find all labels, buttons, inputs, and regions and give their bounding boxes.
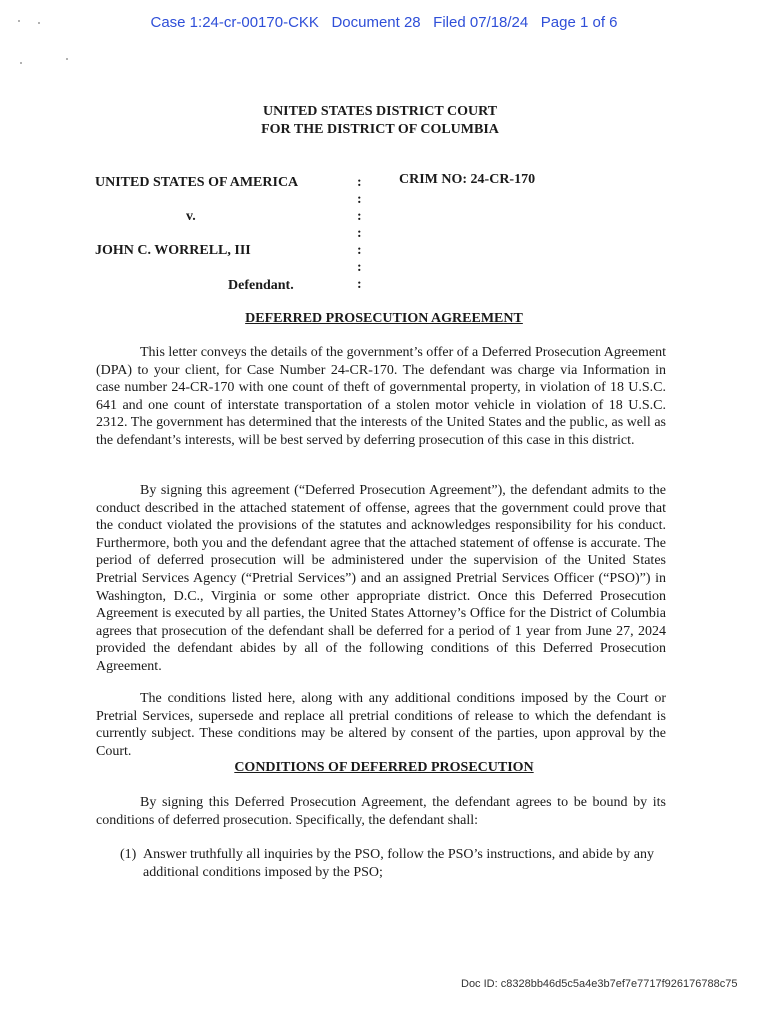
court-district: FOR THE DISTRICT OF COLUMBIA <box>261 122 499 137</box>
caption-colon: : <box>357 243 362 258</box>
filed-date: Filed 07/18/24 <box>433 14 529 31</box>
condition-item <box>120 846 666 882</box>
crim-number: CRIM NO: 24-CR-170 <box>399 172 536 187</box>
caption-colon: : <box>357 209 362 224</box>
scan-speck <box>20 62 22 64</box>
paragraph-intro: This letter conveys the details of the government’s offer of a Deferred Prosecution Agreement (DPA) to your client, for Case Number 24-CR-170. The defendant was charge via Information in case number 24-CR-170 with one count of theft of governmental property, in violation of 18 U.S.C. 641 and one count of interstate transportation of a stolen motor vehicle in violation of 18 U.S.C. 2312. The government has determined that the interests of the United States and the public, as well as the defendant’s interests, will be best served by deferring prosecution of this case in this district. <box>96 345 666 448</box>
page-number: Page 1 of 6 <box>540 14 618 31</box>
court-header <box>160 103 600 139</box>
scan-speck <box>66 58 68 60</box>
doc-id: Doc ID: c8328bb46d5c5a4e3b7ef7e7717f926176788c75 <box>461 978 738 990</box>
conditions-intro: By signing this Deferred Prosecution Agreement, the defendant agrees to be bound by its conditions of deferred prosecution. Specifically, the defendant shall: <box>96 795 666 828</box>
paragraph-agreement: By signing this agreement (“Deferred Prosecution Agreement”), the defendant admits to the conduct described in the attached statement of offense, agrees that the government could prove that the conduct violated the provisions of the statutes and acknowledges responsibility for his conduct. Furthermore, both you and the defendant agree that the attached statement of offense is accurate. The period of deferred prosecution will be administered under the supervision of the United States Pretrial Services Agency (“Pretrial Services”) and an assigned Pretrial Services Officer (“PSO)”) in Washington, D.C., Virginia or some other appropriate district. Once this Deferred Prosecution Agreement is executed by all parties, the United States Attorney’s Office for the District of Columbia agrees that prosecution of the defendant shall be deferred for a period of 1 year from June 27, 2024 provided the defendant abides by all of the following conditions of this Deferred Prosecution Agreement. <box>96 483 666 674</box>
caption-colon: : <box>357 277 362 292</box>
versus: v. <box>186 209 196 224</box>
caption-colon: : <box>357 192 362 207</box>
condition-number: (1) <box>120 847 137 862</box>
caption-colon: : <box>357 260 362 275</box>
caption-colon: : <box>357 226 362 241</box>
filing-stamp <box>0 14 768 31</box>
defendant-name: JOHN C. WORRELL, III <box>95 243 251 258</box>
court-name: UNITED STATES DISTRICT COURT <box>262 104 498 119</box>
condition-text: Answer truthfully all inquiries by the PSO, follow the PSO’s instructions, and abide by any additional conditions imposed by the PSO; <box>143 847 654 880</box>
plaintiff: UNITED STATES OF AMERICA <box>95 175 299 190</box>
document-number: Document 28 <box>331 14 421 31</box>
defendant-label: Defendant. <box>228 278 294 293</box>
document-title: DEFERRED PROSECUTION AGREEMENT <box>245 311 523 326</box>
paragraph-conditions-scope: The conditions listed here, along with any additional conditions imposed by the Court or Pretrial Services, supersede and replace all pretrial conditions of release to which the defendant is currently subject. These conditions may be altered by consent of the parties, upon approval by the Court. <box>96 691 666 759</box>
conditions-heading: CONDITIONS OF DEFERRED PROSECUTION <box>234 760 534 775</box>
caption-colon: : <box>357 175 362 190</box>
case-number: Case 1:24-cr-00170-CKK <box>150 14 319 31</box>
